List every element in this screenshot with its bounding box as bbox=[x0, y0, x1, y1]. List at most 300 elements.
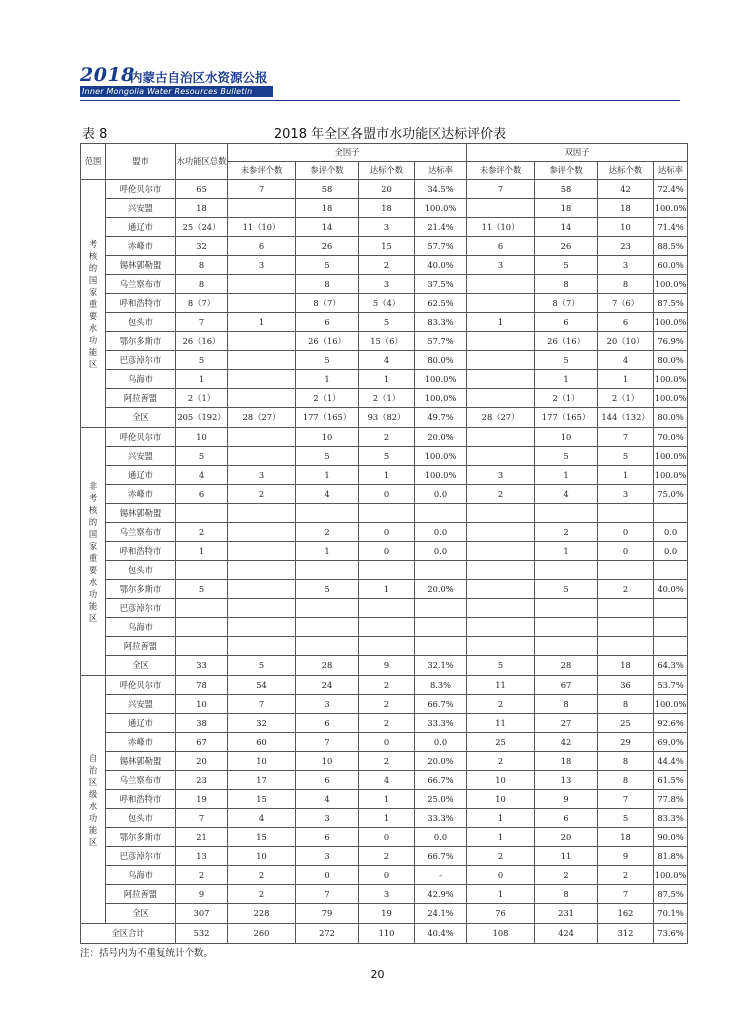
cell-total: 38 bbox=[176, 714, 228, 733]
cell-city: 赤峰市 bbox=[106, 485, 176, 504]
cell-single-rate bbox=[415, 618, 467, 637]
cell-single-unassessed: 2 bbox=[228, 866, 296, 885]
cell-total: 13 bbox=[176, 847, 228, 866]
cell-dual-rate bbox=[654, 561, 688, 580]
cell-total: 10 bbox=[176, 428, 228, 447]
cell-single-unassessed: 5 bbox=[228, 656, 296, 676]
cell-dual-unassessed bbox=[467, 637, 535, 656]
table-row bbox=[81, 275, 688, 294]
cell-dual-compliant: 7 bbox=[598, 428, 654, 447]
cell-dual-unassessed: 7 bbox=[467, 180, 535, 199]
cell-single-assessed: 3 bbox=[296, 847, 359, 866]
cell-single-rate: 32.1% bbox=[415, 656, 467, 676]
cell-dual-compliant: 8 bbox=[598, 695, 654, 714]
cell-dual-compliant: 162 bbox=[598, 904, 654, 924]
cell-single-unassessed: 17 bbox=[228, 771, 296, 790]
cell-single-assessed: 3 bbox=[296, 809, 359, 828]
cell-single-assessed: 10 bbox=[296, 428, 359, 447]
cell-dual-compliant: 6 bbox=[598, 313, 654, 332]
cell-dual-rate: 73.6% bbox=[654, 924, 688, 944]
table-row bbox=[81, 504, 688, 523]
cell-city: 呼和浩特市 bbox=[106, 294, 176, 313]
cell-single-assessed: 14 bbox=[296, 218, 359, 237]
cell-single-compliant: 5 bbox=[359, 447, 415, 466]
cell-total: 18 bbox=[176, 199, 228, 218]
cell-single-unassessed bbox=[228, 580, 296, 599]
cell-dual-rate: 53.7% bbox=[654, 676, 688, 695]
cell-single-rate: 0.0 bbox=[415, 733, 467, 752]
cell-dual-rate: 72.4% bbox=[654, 180, 688, 199]
cell-single-rate: 0.0 bbox=[415, 523, 467, 542]
cell-single-rate: 24.1% bbox=[415, 904, 467, 924]
cell-single-assessed: 26 bbox=[296, 237, 359, 256]
table-note: 注：括号内为不重复统计个数。 bbox=[80, 948, 214, 959]
cell-single-assessed: 6 bbox=[296, 771, 359, 790]
cell-single-rate: 42.9% bbox=[415, 885, 467, 904]
table-body bbox=[81, 180, 688, 944]
cell-dual-compliant: 7（6） bbox=[598, 294, 654, 313]
cell-dual-compliant: 2（1） bbox=[598, 389, 654, 408]
cell-dual-assessed: 6 bbox=[535, 809, 598, 828]
cell-single-rate: 66.7% bbox=[415, 847, 467, 866]
cell-city: 通辽市 bbox=[106, 218, 176, 237]
header-total: 水功能区总数 bbox=[176, 144, 228, 180]
cell-single-assessed: 6 bbox=[296, 714, 359, 733]
cell-city: 兴安盟 bbox=[106, 695, 176, 714]
cell-total: 7 bbox=[176, 809, 228, 828]
cell-city: 兴安盟 bbox=[106, 447, 176, 466]
cell-city: 包头市 bbox=[106, 313, 176, 332]
cell-dual-unassessed: 0 bbox=[467, 866, 535, 885]
cell-single-assessed: 1 bbox=[296, 370, 359, 389]
cell-single-unassessed: 10 bbox=[228, 847, 296, 866]
cell-city: 巴彦淖尔市 bbox=[106, 599, 176, 618]
cell-total bbox=[176, 618, 228, 637]
cell-dual-compliant: 8 bbox=[598, 752, 654, 771]
cell-dual-assessed bbox=[535, 561, 598, 580]
cell-dual-rate: 83.3% bbox=[654, 809, 688, 828]
cell-city: 呼伦贝尔市 bbox=[106, 676, 176, 695]
header-unassessed: 未参评个数 bbox=[467, 162, 535, 180]
cell-single-assessed: 26（16） bbox=[296, 332, 359, 351]
cell-dual-rate: 100.0% bbox=[654, 466, 688, 485]
grand-total-label: 全区合计 bbox=[81, 924, 176, 944]
cell-dual-assessed bbox=[535, 618, 598, 637]
cell-single-rate: 34.5% bbox=[415, 180, 467, 199]
cell-dual-unassessed bbox=[467, 428, 535, 447]
table-row bbox=[81, 408, 688, 428]
cell-single-rate: 20.0% bbox=[415, 752, 467, 771]
cell-single-unassessed: 15 bbox=[228, 828, 296, 847]
cell-single-rate bbox=[415, 637, 467, 656]
table-row bbox=[81, 466, 688, 485]
cell-single-unassessed: 28（27） bbox=[228, 408, 296, 428]
table-row bbox=[81, 637, 688, 656]
cell-city: 巴彦淖尔市 bbox=[106, 847, 176, 866]
header-rule bbox=[80, 100, 680, 101]
cell-dual-compliant bbox=[598, 618, 654, 637]
cell-dual-assessed: 14 bbox=[535, 218, 598, 237]
cell-single-rate: 83.3% bbox=[415, 313, 467, 332]
cell-dual-unassessed: 5 bbox=[467, 656, 535, 676]
cell-dual-unassessed bbox=[467, 561, 535, 580]
cell-single-unassessed bbox=[228, 275, 296, 294]
cell-dual-rate: 100.0% bbox=[654, 695, 688, 714]
cell-city: 阿拉善盟 bbox=[106, 885, 176, 904]
cell-dual-unassessed: 76 bbox=[467, 904, 535, 924]
cell-dual-unassessed: 2 bbox=[467, 752, 535, 771]
cell-total: 4 bbox=[176, 466, 228, 485]
cell-total: 5 bbox=[176, 447, 228, 466]
cell-dual-assessed: 26（16） bbox=[535, 332, 598, 351]
cell-single-rate: 33.3% bbox=[415, 809, 467, 828]
cell-dual-unassessed bbox=[467, 370, 535, 389]
cell-single-rate: 57.7% bbox=[415, 237, 467, 256]
cell-single-assessed: 79 bbox=[296, 904, 359, 924]
grand-total-row bbox=[81, 924, 688, 944]
cell-dual-assessed: 177（165） bbox=[535, 408, 598, 428]
table-row bbox=[81, 790, 688, 809]
cell-single-unassessed: 7 bbox=[228, 695, 296, 714]
table-row bbox=[81, 771, 688, 790]
cell-total bbox=[176, 599, 228, 618]
cell-dual-unassessed: 108 bbox=[467, 924, 535, 944]
cell-single-compliant bbox=[359, 618, 415, 637]
cell-dual-compliant: 36 bbox=[598, 676, 654, 695]
cell-single-rate: 20.0% bbox=[415, 580, 467, 599]
cell-single-unassessed: 32 bbox=[228, 714, 296, 733]
cell-single-assessed: 4 bbox=[296, 485, 359, 504]
cell-single-assessed: 1 bbox=[296, 542, 359, 561]
cell-dual-unassessed bbox=[467, 351, 535, 370]
cell-city: 呼和浩特市 bbox=[106, 790, 176, 809]
cell-total: 26（16） bbox=[176, 332, 228, 351]
cell-dual-assessed bbox=[535, 504, 598, 523]
header-title-en: Inner Mongolia Water Resources Bulletin bbox=[82, 87, 253, 96]
cell-single-compliant bbox=[359, 637, 415, 656]
cell-dual-rate: 87.5% bbox=[654, 294, 688, 313]
cell-city: 巴彦淖尔市 bbox=[106, 351, 176, 370]
cell-dual-unassessed bbox=[467, 523, 535, 542]
cell-single-compliant: 15（6） bbox=[359, 332, 415, 351]
cell-single-rate bbox=[415, 599, 467, 618]
bulletin-header bbox=[80, 64, 680, 104]
cell-single-rate: 57.7% bbox=[415, 332, 467, 351]
cell-dual-unassessed: 6 bbox=[467, 237, 535, 256]
cell-single-unassessed: 60 bbox=[228, 733, 296, 752]
cell-dual-assessed: 4 bbox=[535, 485, 598, 504]
cell-total: 5 bbox=[176, 351, 228, 370]
header-title-cn: 内蒙古自治区水资源公报 bbox=[130, 70, 268, 85]
cell-single-assessed bbox=[296, 637, 359, 656]
cell-single-compliant bbox=[359, 561, 415, 580]
cell-dual-unassessed bbox=[467, 199, 535, 218]
cell-single-compliant: 3 bbox=[359, 275, 415, 294]
cell-dual-unassessed: 3 bbox=[467, 256, 535, 275]
cell-dual-rate bbox=[654, 618, 688, 637]
cell-single-compliant bbox=[359, 504, 415, 523]
header-compliant: 达标个数 bbox=[598, 162, 654, 180]
cell-dual-compliant: 2 bbox=[598, 866, 654, 885]
cell-single-compliant: 110 bbox=[359, 924, 415, 944]
table-row bbox=[81, 313, 688, 332]
table-row bbox=[81, 428, 688, 447]
cell-city: 锡林郭勒盟 bbox=[106, 504, 176, 523]
cell-dual-compliant: 2 bbox=[598, 580, 654, 599]
cell-single-unassessed bbox=[228, 561, 296, 580]
cell-total: 1 bbox=[176, 370, 228, 389]
header-unassessed: 未参评个数 bbox=[228, 162, 296, 180]
cell-dual-assessed: 8 bbox=[535, 885, 598, 904]
cell-single-compliant: 0 bbox=[359, 733, 415, 752]
cell-dual-assessed: 5 bbox=[535, 580, 598, 599]
cell-single-rate: 25.0% bbox=[415, 790, 467, 809]
cell-city: 包头市 bbox=[106, 809, 176, 828]
cell-dual-rate: 100.0% bbox=[654, 447, 688, 466]
cell-total: 10 bbox=[176, 695, 228, 714]
cell-total: 5 bbox=[176, 580, 228, 599]
cell-dual-compliant bbox=[598, 561, 654, 580]
cell-dual-assessed: 13 bbox=[535, 771, 598, 790]
cell-dual-compliant: 10 bbox=[598, 218, 654, 237]
table-row bbox=[81, 389, 688, 408]
table-title: 2018 年全区各盟市水功能区达标评价表 bbox=[273, 127, 507, 142]
cell-city: 全区 bbox=[106, 408, 176, 428]
cell-single-compliant bbox=[359, 599, 415, 618]
cell-dual-unassessed bbox=[467, 447, 535, 466]
cell-dual-assessed: 27 bbox=[535, 714, 598, 733]
cell-dual-compliant: 3 bbox=[598, 256, 654, 275]
cell-dual-assessed: 5 bbox=[535, 447, 598, 466]
cell-total: 532 bbox=[176, 924, 228, 944]
cell-total: 8（7） bbox=[176, 294, 228, 313]
cell-total bbox=[176, 637, 228, 656]
cell-single-unassessed bbox=[228, 542, 296, 561]
cell-city: 乌海市 bbox=[106, 866, 176, 885]
cell-dual-compliant: 0 bbox=[598, 523, 654, 542]
cell-dual-rate: 69.0% bbox=[654, 733, 688, 752]
cell-single-compliant: 0 bbox=[359, 866, 415, 885]
cell-dual-unassessed bbox=[467, 580, 535, 599]
cell-single-assessed: 5 bbox=[296, 447, 359, 466]
cell-dual-rate bbox=[654, 504, 688, 523]
cell-dual-rate: 100.0% bbox=[654, 313, 688, 332]
cell-single-assessed: 8 bbox=[296, 275, 359, 294]
cell-dual-assessed: 424 bbox=[535, 924, 598, 944]
cell-single-unassessed bbox=[228, 370, 296, 389]
cell-single-unassessed: 11（10） bbox=[228, 218, 296, 237]
cell-total: 33 bbox=[176, 656, 228, 676]
cell-dual-assessed: 2（1） bbox=[535, 389, 598, 408]
cell-dual-compliant: 18 bbox=[598, 199, 654, 218]
cell-single-rate: 66.7% bbox=[415, 695, 467, 714]
table-label: 表 8 bbox=[82, 127, 108, 142]
cell-single-unassessed bbox=[228, 618, 296, 637]
cell-single-assessed bbox=[296, 599, 359, 618]
cell-single-unassessed bbox=[228, 294, 296, 313]
cell-dual-assessed: 18 bbox=[535, 199, 598, 218]
table-row bbox=[81, 885, 688, 904]
cell-dual-unassessed: 11（10） bbox=[467, 218, 535, 237]
cell-dual-rate: 100.0% bbox=[654, 199, 688, 218]
cell-single-unassessed: 54 bbox=[228, 676, 296, 695]
header-city: 盟市 bbox=[106, 144, 176, 180]
cell-single-compliant: 20 bbox=[359, 180, 415, 199]
cell-single-rate: 33.3% bbox=[415, 714, 467, 733]
cell-dual-unassessed: 10 bbox=[467, 771, 535, 790]
cell-single-assessed: 4 bbox=[296, 790, 359, 809]
cell-dual-assessed: 1 bbox=[535, 370, 598, 389]
cell-single-compliant: 3 bbox=[359, 885, 415, 904]
cell-dual-rate: 92.6% bbox=[654, 714, 688, 733]
cell-single-unassessed bbox=[228, 351, 296, 370]
group-label bbox=[81, 428, 106, 676]
cell-dual-unassessed: 10 bbox=[467, 790, 535, 809]
cell-dual-assessed: 2 bbox=[535, 523, 598, 542]
cell-dual-assessed: 10 bbox=[535, 428, 598, 447]
cell-city: 兴安盟 bbox=[106, 199, 176, 218]
cell-single-unassessed: 1 bbox=[228, 313, 296, 332]
cell-single-rate: 37.5% bbox=[415, 275, 467, 294]
cell-dual-assessed: 8 bbox=[535, 275, 598, 294]
cell-single-assessed: 8（7） bbox=[296, 294, 359, 313]
cell-single-assessed: 177（165） bbox=[296, 408, 359, 428]
cell-single-assessed: 28 bbox=[296, 656, 359, 676]
cell-city: 锡林郭勒盟 bbox=[106, 256, 176, 275]
cell-dual-rate: 88.5% bbox=[654, 237, 688, 256]
cell-single-unassessed: 2 bbox=[228, 485, 296, 504]
cell-total: 2 bbox=[176, 866, 228, 885]
cell-single-rate: 40.0% bbox=[415, 256, 467, 275]
cell-dual-compliant: 29 bbox=[598, 733, 654, 752]
group-label-text: 非考核的国家重要水功能区 bbox=[88, 480, 98, 623]
cell-dual-assessed: 1 bbox=[535, 542, 598, 561]
table-row bbox=[81, 618, 688, 637]
table-row bbox=[81, 695, 688, 714]
cell-dual-compliant: 7 bbox=[598, 790, 654, 809]
cell-dual-assessed: 20 bbox=[535, 828, 598, 847]
cell-city: 赤峰市 bbox=[106, 733, 176, 752]
cell-dual-compliant: 5 bbox=[598, 809, 654, 828]
cell-dual-unassessed: 1 bbox=[467, 828, 535, 847]
cell-dual-rate bbox=[654, 637, 688, 656]
cell-city: 呼和浩特市 bbox=[106, 542, 176, 561]
cell-single-assessed: 2（1） bbox=[296, 389, 359, 408]
cell-city: 锡林郭勒盟 bbox=[106, 752, 176, 771]
cell-dual-compliant: 312 bbox=[598, 924, 654, 944]
cell-city: 阿拉善盟 bbox=[106, 637, 176, 656]
cell-single-assessed: 3 bbox=[296, 695, 359, 714]
cell-single-compliant: 0 bbox=[359, 485, 415, 504]
cell-single-rate: 62.5% bbox=[415, 294, 467, 313]
cell-dual-compliant: 4 bbox=[598, 351, 654, 370]
cell-dual-assessed: 58 bbox=[535, 180, 598, 199]
cell-dual-compliant: 8 bbox=[598, 771, 654, 790]
cell-dual-assessed: 8 bbox=[535, 695, 598, 714]
cell-single-rate: 100.0% bbox=[415, 370, 467, 389]
cell-total: 23 bbox=[176, 771, 228, 790]
cell-dual-unassessed: 11 bbox=[467, 676, 535, 695]
cell-single-assessed: 5 bbox=[296, 580, 359, 599]
cell-single-compliant: 18 bbox=[359, 199, 415, 218]
cell-dual-unassessed: 1 bbox=[467, 809, 535, 828]
cell-single-compliant: 2 bbox=[359, 676, 415, 695]
cell-single-compliant: 2 bbox=[359, 752, 415, 771]
cell-dual-unassessed bbox=[467, 389, 535, 408]
cell-dual-compliant bbox=[598, 637, 654, 656]
cell-dual-unassessed bbox=[467, 618, 535, 637]
table-row bbox=[81, 904, 688, 924]
cell-single-compliant: 2（1） bbox=[359, 389, 415, 408]
group-label bbox=[81, 676, 106, 924]
cell-dual-rate: 0.0 bbox=[654, 542, 688, 561]
cell-single-compliant: 3 bbox=[359, 218, 415, 237]
cell-single-assessed: 2 bbox=[296, 523, 359, 542]
cell-dual-rate bbox=[654, 599, 688, 618]
cell-single-rate: 100.0% bbox=[415, 447, 467, 466]
cell-single-unassessed bbox=[228, 523, 296, 542]
cell-total: 8 bbox=[176, 275, 228, 294]
cell-total: 1 bbox=[176, 542, 228, 561]
cell-single-rate: 80.0% bbox=[415, 351, 467, 370]
cell-dual-rate: 76.9% bbox=[654, 332, 688, 351]
table-row bbox=[81, 447, 688, 466]
cell-dual-assessed: 9 bbox=[535, 790, 598, 809]
cell-city: 阿拉善盟 bbox=[106, 389, 176, 408]
cell-single-compliant: 1 bbox=[359, 466, 415, 485]
cell-city: 乌兰察布市 bbox=[106, 523, 176, 542]
group-label-text: 考核的国家重要水功能区 bbox=[88, 238, 98, 369]
cell-single-compliant: 2 bbox=[359, 695, 415, 714]
cell-single-compliant: 4 bbox=[359, 351, 415, 370]
cell-total: 307 bbox=[176, 904, 228, 924]
cell-dual-rate: 100.0% bbox=[654, 370, 688, 389]
cell-total: 205（192） bbox=[176, 408, 228, 428]
cell-total: 67 bbox=[176, 733, 228, 752]
cell-single-assessed: 24 bbox=[296, 676, 359, 695]
cell-total: 78 bbox=[176, 676, 228, 695]
cell-single-unassessed bbox=[228, 199, 296, 218]
cell-city: 赤峰市 bbox=[106, 237, 176, 256]
cell-single-rate: 40.4% bbox=[415, 924, 467, 944]
cell-dual-rate: 0.0 bbox=[654, 523, 688, 542]
cell-single-assessed: 7 bbox=[296, 885, 359, 904]
cell-dual-unassessed: 2 bbox=[467, 847, 535, 866]
cell-single-rate: 21.4% bbox=[415, 218, 467, 237]
cell-city: 通辽市 bbox=[106, 714, 176, 733]
cell-single-rate: 49.7% bbox=[415, 408, 467, 428]
cell-single-assessed: 1 bbox=[296, 466, 359, 485]
table-row bbox=[81, 237, 688, 256]
table-row bbox=[81, 580, 688, 599]
cell-dual-rate: 77.8% bbox=[654, 790, 688, 809]
cell-single-rate: 66.7% bbox=[415, 771, 467, 790]
cell-single-unassessed: 15 bbox=[228, 790, 296, 809]
table-row bbox=[81, 218, 688, 237]
cell-single-unassessed: 4 bbox=[228, 809, 296, 828]
cell-single-unassessed: 7 bbox=[228, 180, 296, 199]
table-row bbox=[81, 561, 688, 580]
cell-dual-rate: 70.1% bbox=[654, 904, 688, 924]
table-row bbox=[81, 199, 688, 218]
cell-dual-rate: 40.0% bbox=[654, 580, 688, 599]
cell-total: 2 bbox=[176, 523, 228, 542]
cell-total bbox=[176, 504, 228, 523]
cell-dual-rate: 75.0% bbox=[654, 485, 688, 504]
cell-dual-rate: 100.0% bbox=[654, 389, 688, 408]
cell-single-compliant: 2 bbox=[359, 428, 415, 447]
cell-total: 65 bbox=[176, 180, 228, 199]
